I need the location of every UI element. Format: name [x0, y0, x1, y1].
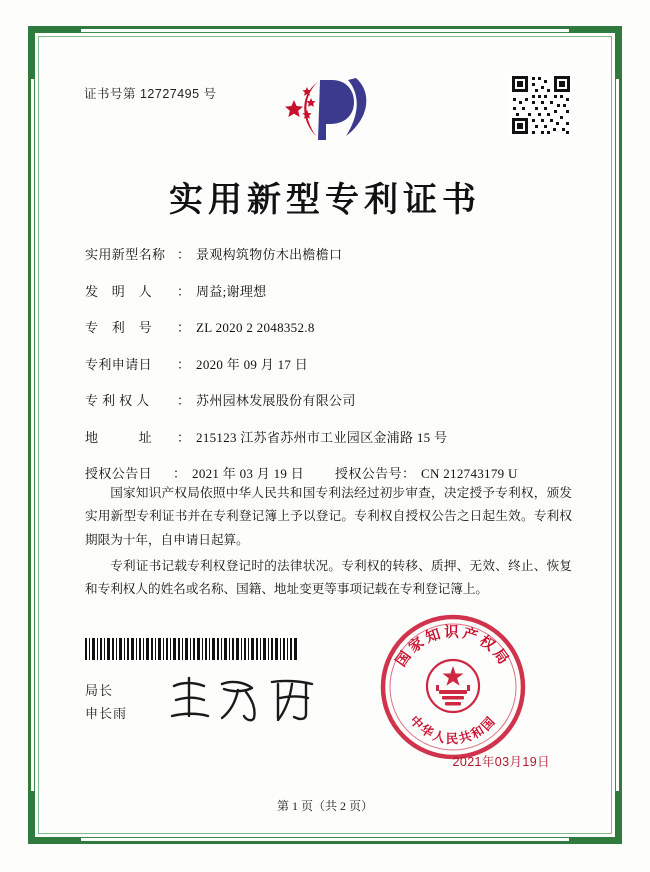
qr-code [510, 74, 572, 136]
director-signature [160, 670, 330, 730]
svg-text:国家知识产权局: 国家知识产权局 [393, 625, 513, 670]
field-row-patentee [85, 390, 572, 409]
field-colon: ： [177, 283, 191, 299]
field-label: 授权公告日 [85, 466, 153, 481]
svg-text:中华人民共和国: 中华人民共和国 [407, 713, 499, 746]
signature-block [85, 680, 127, 726]
field-label: 实用新型名称 [85, 247, 166, 262]
field-colon: ： [402, 466, 416, 481]
field-value-utility-model-name: 景观构筑物仿木出檐檐口 [196, 247, 343, 262]
field-label: 专 利 权 人 [85, 393, 150, 408]
field-value-address: 215123 江苏省苏州市工业园区金浦路 15 号 [196, 429, 448, 445]
field-row-utility-model-name [85, 244, 572, 263]
legal-paragraph-1: 国家知识产权局依照中华人民共和国专利法经过初步审查，决定授予专利权，颁发实用新型专利证书并在专利登记簿上予以登记。专利权自授权公告之日起生效。专利权期限为十年，自申请日起算。 [85, 486, 572, 547]
page-footer: 第 1 页（共 2 页） [276, 799, 373, 813]
field-colon: ： [177, 356, 191, 372]
barcode [85, 638, 297, 660]
field-colon: ： [177, 429, 191, 445]
field-row-patent-number [85, 317, 572, 336]
field-value-patentee: 苏州园林发展股份有限公司 [196, 393, 356, 408]
field-value-grant-number: CN 212743179 U [421, 466, 518, 481]
field-row-grant-announcement [85, 463, 572, 482]
grant-number-group [335, 463, 572, 482]
certificate-content [52, 52, 598, 820]
field-label: 地 址 [85, 429, 153, 445]
director-name: 申长雨 [85, 705, 128, 721]
field-label: 专 利 号 [85, 320, 153, 335]
field-colon: ： [177, 247, 191, 262]
field-row-inventor [85, 281, 572, 300]
field-value-patent-number: ZL 2020 2 2048352.8 [196, 320, 315, 335]
official-red-seal [378, 612, 528, 762]
field-label: 发 明 人 [85, 283, 153, 299]
page-title: 实用新型专利证书 [169, 182, 481, 219]
cnipa-logo-icon [260, 70, 390, 150]
field-value-inventor: 周益;谢理想 [196, 283, 267, 299]
legal-text [85, 482, 572, 604]
director-label: 局长 [85, 683, 114, 698]
field-value-grant-date: 2021 年 03 月 19 日 [192, 466, 305, 481]
field-label: 授权公告号 [335, 466, 403, 481]
legal-paragraph-2: 专利证书记载专利权登记时的法律状况。专利权的转移、质押、无效、终止、恢复和专利权人的姓名或名称、国籍、地址变更等事项记载在专利登记簿上。 [85, 558, 572, 597]
field-row-address [85, 427, 572, 446]
field-label: 专利申请日 [85, 356, 153, 372]
grant-date-group [85, 463, 335, 482]
field-row-application-date [85, 354, 572, 373]
seal-date: 2021年03月19日 [452, 755, 550, 769]
patent-fields [85, 244, 572, 500]
certificate-number: 证书号第 12727495 号 [84, 87, 217, 101]
field-value-application-date: 2020 年 09 月 17 日 [196, 356, 309, 372]
field-colon: ： [173, 466, 187, 481]
field-colon: ： [177, 393, 191, 408]
field-colon: ： [177, 320, 191, 335]
